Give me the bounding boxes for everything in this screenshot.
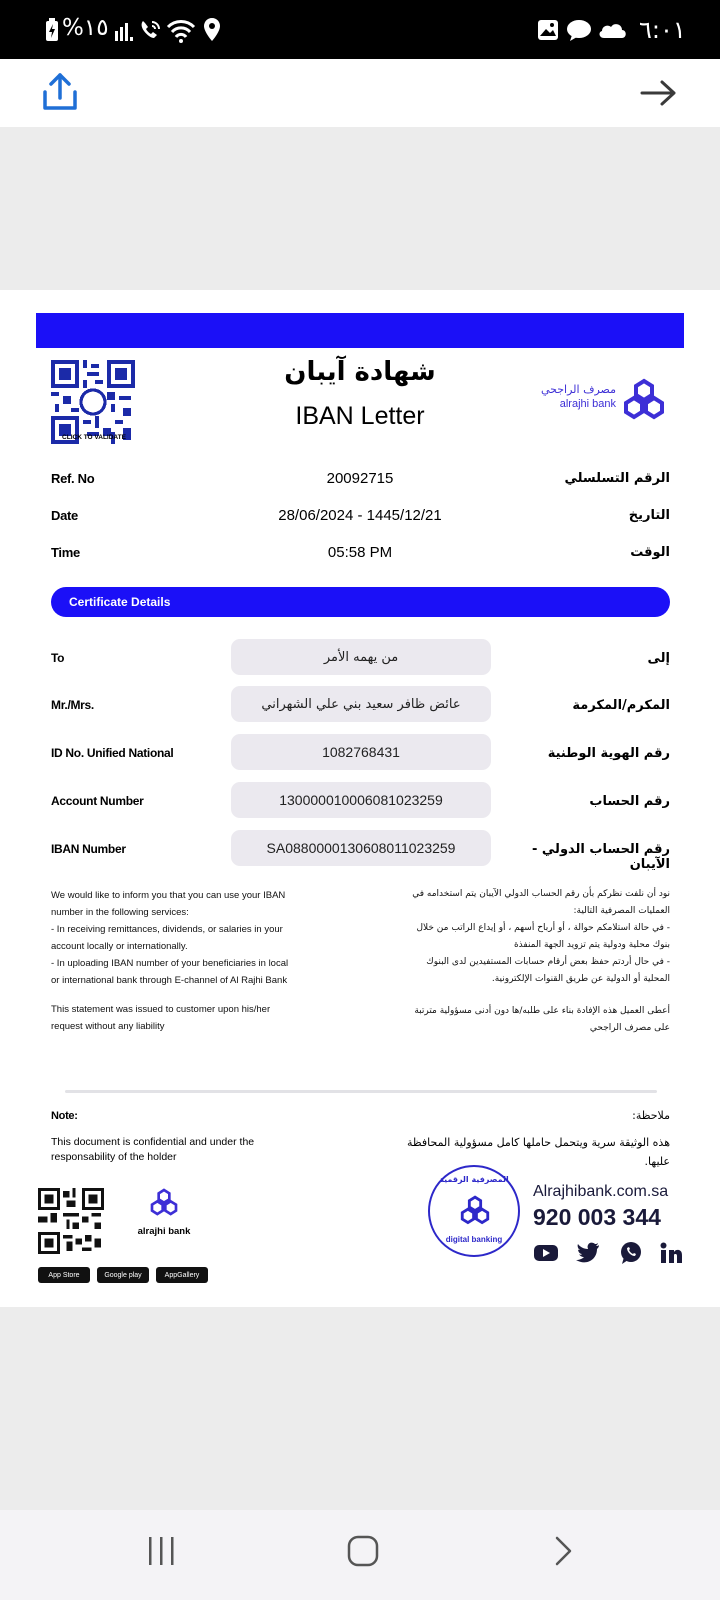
back-icon[interactable] (553, 1535, 575, 1567)
iban-number-label: IBAN Number (51, 842, 126, 856)
recents-icon[interactable] (147, 1535, 177, 1567)
gallery-icon (537, 19, 559, 41)
footer-qr-code[interactable] (38, 1188, 104, 1254)
ref-no-label-arabic: الرقم التسلسلي (564, 471, 670, 486)
document-header-bar (36, 313, 684, 348)
to-value: من يهمه الأمر (231, 639, 491, 675)
app-store-badge[interactable]: App Store (38, 1267, 90, 1283)
statement-arabic: أعطى العميل هذه الإفادة بناء على طلبه/ها دون أدنى مسؤولية مترتبة على مصرف الراجحي (414, 1006, 670, 1033)
status-bar (0, 0, 720, 59)
stamp-text-english: digital banking (445, 1235, 503, 1244)
note-label: Note: (51, 1110, 78, 1122)
name-value: عائض ظافر سعيد بني علي الشهراني (231, 686, 491, 722)
certificate-details-header: Certificate Details (51, 587, 670, 617)
app-gallery-badge[interactable]: AppGallery (156, 1267, 208, 1283)
national-id-value: 1082768431 (231, 734, 491, 770)
account-number-value: 130000010006081023259 (231, 782, 491, 818)
arrow-right-icon[interactable] (640, 79, 678, 107)
youtube-icon[interactable] (533, 1243, 559, 1263)
wifi-call-icon (138, 18, 162, 42)
to-label: To (51, 651, 65, 665)
note-text-english: This document is confidential and under the responsability of the holder (51, 1136, 255, 1163)
iban-document (0, 290, 720, 1307)
share-icon[interactable] (41, 72, 79, 112)
title-arabic: شهادة آيبان (284, 357, 436, 387)
national-id-label-arabic: رقم الهوية الوطنية (547, 746, 670, 761)
time-value: 05:58 PM (327, 544, 393, 561)
iban-number-label-arabic: رقم الحساب الدولي - الآيبان (531, 842, 670, 872)
stamp-logo-icon (458, 1195, 492, 1229)
ref-no-label: Ref. No (51, 471, 95, 486)
info-arabic: نود أن نلفت نظركم بأن رقم الحساب الدولي الآيبان يتم استخدامه في العمليات المصرفية التالية: - في حالة استلامكم حوالة ، أو أرباح أسهم ، أو إيداع الراتب من خلال بنوك محلية ودولية يتم تزويد الجهة المنفذة - في حال أردتم حفظ بعض أرقام حسابات المستفيدين لدى البنوك المحلية أو الدولية عن طريق القنوات الإلكترونية. (412, 889, 670, 984)
account-number-label: Account Number (51, 794, 144, 808)
time-label-arabic: الوقت (630, 545, 670, 560)
cloud-icon (597, 21, 627, 39)
footer-bank-logo-icon (148, 1188, 180, 1220)
home-icon[interactable] (347, 1535, 379, 1567)
ref-no-value: 20092715 (326, 470, 394, 487)
digital-banking-stamp (428, 1165, 520, 1257)
google-play-badge[interactable]: Google play (97, 1267, 149, 1283)
logo-name-english: alrajhi bank (559, 398, 616, 410)
qr-caption: CLICK TO VALIDATE (62, 434, 126, 441)
website: Alrajhibank.com.sa (533, 1183, 669, 1200)
app-bar (0, 59, 720, 127)
wifi-icon (166, 17, 196, 43)
footer-bank-name: alrajhi bank (137, 1226, 191, 1237)
to-label-arabic: إلى (647, 651, 670, 666)
navigation-bar (0, 1510, 720, 1600)
time-label: Time (51, 545, 80, 560)
iban-number-value: SA0880000130608011023259 (231, 830, 491, 866)
chat-icon (566, 18, 592, 42)
title-english: IBAN Letter (295, 402, 425, 430)
linkedin-icon[interactable] (660, 1242, 684, 1264)
whatsapp-icon[interactable] (619, 1241, 643, 1265)
battery-percent: %١٥ (62, 15, 109, 41)
logo-name-arabic: مصرف الراجحي (540, 383, 616, 396)
name-label: Mr./Mrs. (51, 698, 94, 712)
validation-qr-code[interactable] (51, 360, 135, 444)
twitter-icon[interactable] (576, 1242, 600, 1264)
statement-english: This statement was issued to customer upon his/her request without any liability (51, 1004, 271, 1032)
note-text-arabic: هذه الوثيقة سرية ويتحمل حاملها كامل مسؤولية المحافظة عليها. (406, 1136, 670, 1168)
phone-number: 920 003 344 (533, 1204, 661, 1230)
note-label-arabic: ملاحظة: (632, 1109, 670, 1122)
location-icon (203, 17, 221, 43)
divider (65, 1090, 657, 1093)
battery-icon (43, 18, 61, 42)
stamp-text-arabic: المصرفية الرقمية (439, 1175, 509, 1184)
signal-icon (114, 19, 136, 41)
date-label: Date (51, 508, 78, 523)
date-label-arabic: التاريخ (628, 508, 670, 523)
date-value: 28/06/2024 - 1445/12/21 (278, 507, 442, 524)
account-number-label-arabic: رقم الحساب (589, 794, 670, 809)
national-id-label: ID No. Unified National (51, 746, 174, 760)
alrajhi-logo-icon (620, 378, 668, 426)
info-english: We would like to inform you that you can use your IBAN number in the following services: - In receiving remittances, dividends, or salaries in your account locally or internationally. - In uploading IBAN number of your beneficiaries in local or international bank through E-channel of Al Rajhi Bank (51, 890, 289, 986)
name-label-arabic: المكرم/المكرمة (572, 698, 670, 713)
status-time: ٦:٠١ (639, 16, 686, 44)
